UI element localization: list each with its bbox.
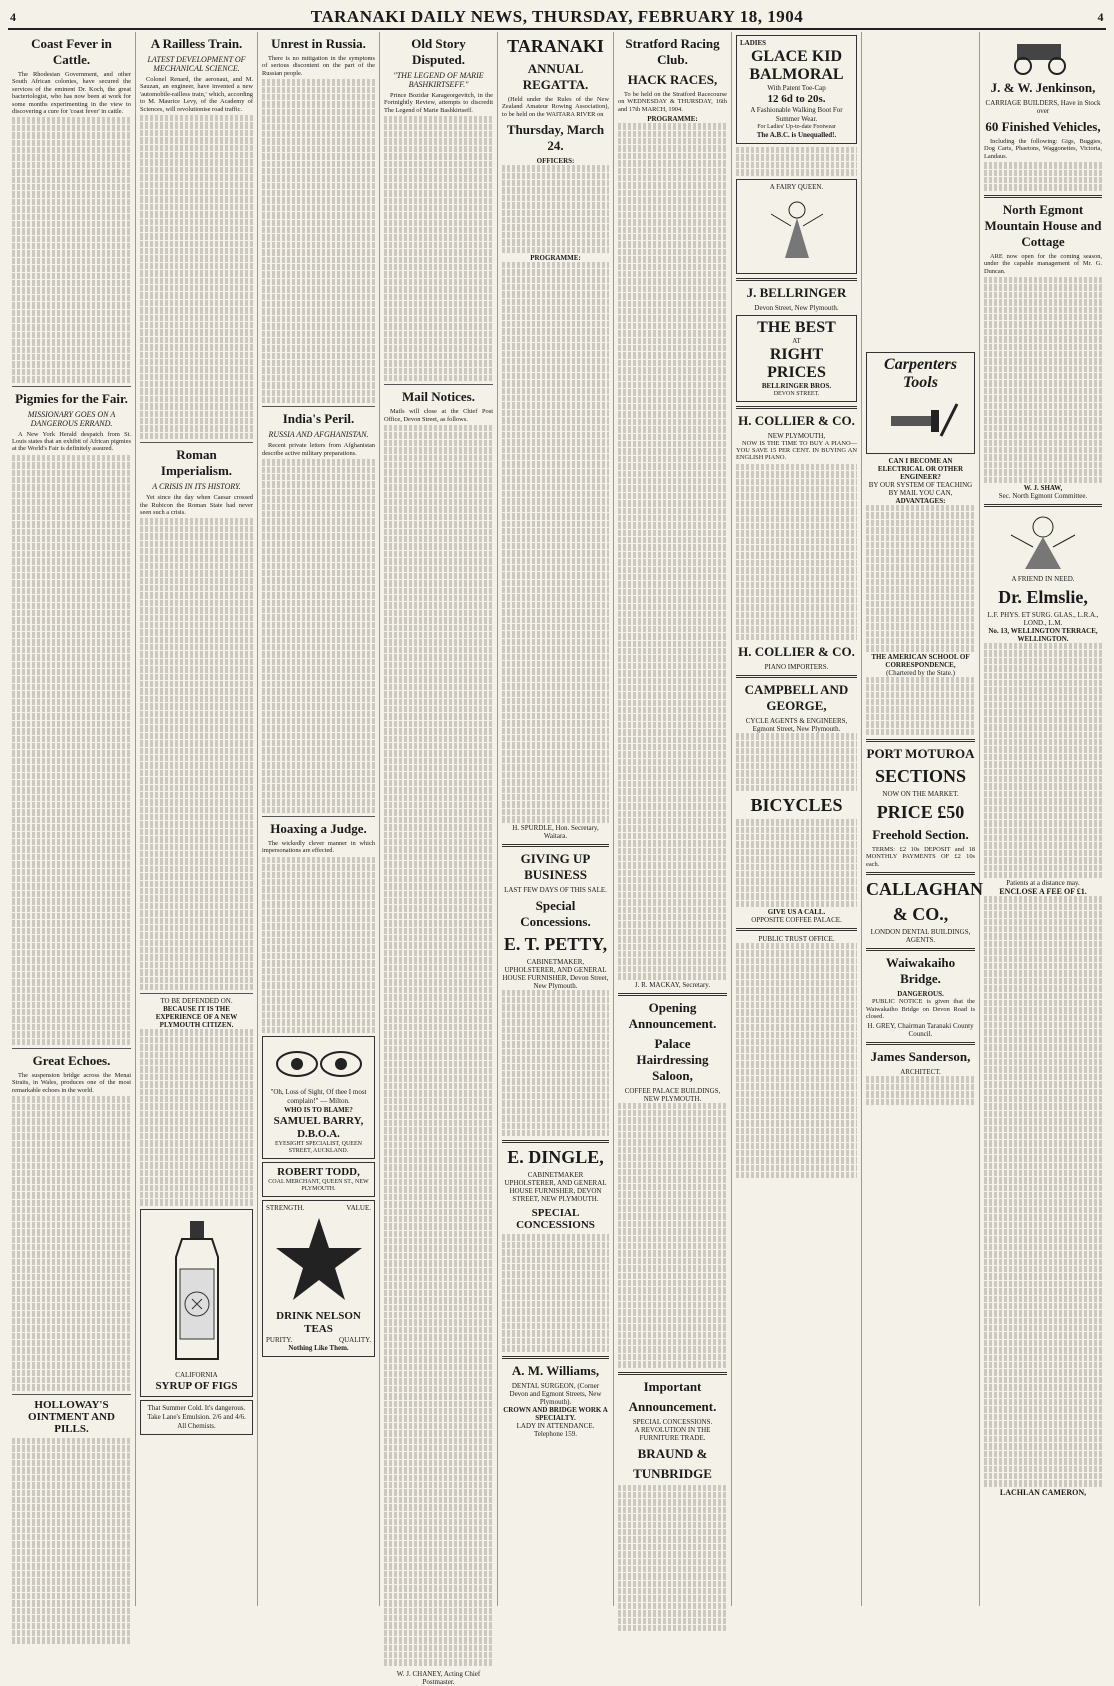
column-1: [8, 32, 136, 1606]
sections-heading: SECTIONS: [874, 765, 967, 786]
ad-defended-headline: BECAUSE IT IS THE EXPERIENCE OF A NEW PLYMOUTH CITIZEN.: [155, 1005, 238, 1030]
stratford-secretary: J. R. MACKAY, Secretary.: [634, 980, 711, 989]
special-concessions-2: SPECIAL CONCESSIONS: [516, 1207, 595, 1232]
headline-unrest-russia: Unrest in Russia.: [271, 36, 366, 51]
syrup-bottle-illustration: [152, 1217, 242, 1367]
eyes-illustration: [269, 1044, 369, 1084]
eyesight-ad: [262, 1036, 375, 1159]
lanes-emulsion-ad: [140, 1400, 253, 1435]
shaw-sub: Sec. North Egmont Committee.: [998, 491, 1088, 500]
electrical-engineer: CAN I BECOME AN ELECTRICAL OR OTHER ENGINEER?: [877, 457, 964, 481]
enclose-fee: ENCLOSE A FEE OF £1.: [999, 887, 1087, 897]
public-trust-office: PUBLIC TRUST OFFICE.: [758, 934, 835, 943]
palace-sub: COFFEE PALACE BUILDINGS, NEW PLYMOUTH.: [624, 1086, 721, 1103]
patients-distance: Patients at a distance may.: [1006, 879, 1080, 888]
bellringer-bros: BELLRINGER BROS.: [761, 381, 832, 390]
callaghan-co: & CO.,: [892, 904, 949, 925]
nelson-purity: PURITY.: [266, 1336, 293, 1345]
bicycles-heading: BICYCLES: [750, 795, 843, 816]
lady-attendance: LADY IN ATTENDANCE.: [516, 1421, 595, 1430]
robert-todd-name: ROBERT TODD,: [277, 1166, 360, 1179]
jenkinson-name: J. & W. Jenkinson,: [990, 80, 1096, 95]
article-mail-notices: Mails will close at the Chief Post Office, Devon Street, as follows.: [384, 408, 493, 423]
egmont-house: North Egmont Mountain House and Cottage: [984, 201, 1102, 249]
regatta-title: TARANAKI: [507, 36, 604, 56]
column-3: [258, 32, 380, 1606]
campbell-sub: CYCLE AGENTS & ENGINEERS, Egmont Street, New Plymouth.: [745, 717, 848, 734]
callaghan-name: CALLAGHAN: [866, 879, 984, 900]
callaghan-sub: LONDON DENTAL BUILDINGS, AGENTS.: [870, 928, 971, 945]
waiwakaiho-bridge: Waiwakaiho Bridge.: [885, 955, 956, 987]
column-5: [498, 32, 614, 1606]
article-old-story: Prince Bozidar Karageorgevitch, in the Fortnightly Review, attempts to discredit The Legend of Marie Bashkirtseff.: [384, 92, 493, 114]
nelson-tea-name: DRINK NELSON TEAS: [276, 1310, 361, 1336]
announcement-heading: Announcement.: [628, 1398, 717, 1414]
nelson-star-illustration: [274, 1216, 364, 1306]
bridge-notice: PUBLIC NOTICE is given that the Waiwakaiho Bridge on Devon Road is closed.: [866, 998, 975, 1020]
regatta-officers: OFFICERS:: [536, 157, 575, 166]
architect-label: ARCHITECT.: [900, 1068, 941, 1077]
headline-great-echoes: Great Echoes.: [32, 1052, 111, 1068]
headline-coast-fever: Coast Fever in Cattle.: [31, 36, 112, 67]
important-heading: Important: [643, 1378, 702, 1394]
article-coast-fever: The Rhodesian Government, and other South African colonies, have secured the services of the eminent Dr. Koch, the great bacteriologist, who has now been at work for some months experimenting in the view to discovering a cure for 'coast fever' in cattle.: [12, 71, 131, 116]
now-on-market: NOW ON THE MARKET.: [882, 789, 959, 798]
piano-importers: PIANO IMPORTERS.: [764, 663, 829, 672]
regatta-intro: (Held under the Rules of the New Zealand Amateur Rowing Association), to be held on the WAITARA RIVER on: [502, 96, 609, 118]
fairy-queen-caption: A FAIRY QUEEN.: [769, 182, 824, 191]
american-school: THE AMERICAN SCHOOL OF CORRESPONDENCE,: [871, 652, 970, 669]
hack-races: HACK RACES,: [627, 72, 718, 87]
jenkinson-sub: CARRIAGE BUILDERS, Have in Stock over: [985, 99, 1101, 115]
subhead-roman-imperialism: A CRISIS IN ITS HISTORY.: [152, 482, 241, 492]
walking-boot: A Fashionable Walking Boot For Summer Wear.: [750, 106, 843, 123]
e-dingle-name: E. DINGLE,: [507, 1147, 604, 1168]
article-great-echoes: The suspension bridge across the Menai Straits, in Wales, produces one of the most remarkable echoes in the world.: [12, 1071, 131, 1094]
headline-hoaxing-judge: Hoaxing a Judge.: [270, 820, 367, 836]
headline-indias-peril: India's Peril.: [282, 411, 355, 427]
regatta-date: Thursday, March 24.: [506, 122, 605, 154]
subhead-railless-train: LATEST DEVELOPMENT OF MECHANICAL SCIENCE.: [147, 55, 246, 73]
article-unrest-russia: There is no mitigation in the symptoms of serious discontent on the part of the Russian people.: [262, 55, 375, 77]
carpenters-tools: Carpenters Tools: [884, 356, 957, 391]
tunbridge-name: TUNBRIDGE: [633, 1465, 712, 1481]
eyesight-quote: "Oh, Loss of Sight, Of thee I most complain!" — Milton.: [270, 1088, 367, 1106]
robert-todd-sub: COAL MERCHANT, QUEEN ST., NEW PLYMOUTH.: [268, 1179, 369, 1193]
column-6: [614, 32, 732, 1606]
am-williams-sub: DENTAL SURGEON, (Corner Devon and Egmont Streets, New Plymouth).: [509, 1381, 602, 1406]
egmont-sub: ARE now open for the coming season, under the capable management of Mr. G. Duncan.: [984, 252, 1102, 275]
at-word: AT: [792, 336, 801, 345]
subhead-indias-peril: RUSSIA AND AFGHANISTAN.: [268, 430, 369, 440]
give-us-a-call: GIVE US A CALL.: [767, 907, 826, 916]
giving-up-business: GIVING UP BUSINESS: [520, 850, 591, 882]
collier-name: H. COLLIER & CO.: [738, 412, 855, 428]
shaw-name: W. J. SHAW,: [1023, 483, 1063, 492]
article-roman-imperialism: Yet since the day when Caesar crossed the Rubicon the Roman State had never seen such a crisis.: [140, 494, 253, 517]
postmaster-signature: W. J. CHANEY, Acting Chief Postmaster.: [396, 1669, 481, 1686]
regatta-programme: PROGRAMME:: [530, 253, 581, 262]
dangerous-label: DANGEROUS.: [897, 990, 944, 999]
headline-holloway: HOLLOWAY'S OINTMENT AND PILLS.: [28, 1398, 115, 1435]
special-concessions-3: SPECIAL CONCESSIONS.: [632, 1417, 713, 1426]
toe-cap: With Patent Toe-Cap: [767, 84, 826, 92]
regatta-title-b: ANNUAL REGATTA.: [522, 61, 589, 92]
headline-mail-notices: Mail Notices.: [402, 389, 475, 405]
special-concessions-heading: Special Concessions.: [520, 897, 591, 929]
stratford-racing-title: Stratford Racing Club.: [625, 36, 720, 67]
james-sanderson: James Sanderson,: [870, 1049, 971, 1065]
boot-price: 12 6d to 20s.: [767, 93, 826, 105]
crown-bridge: CROWN AND BRIDGE WORK A SPECIALTY.: [503, 1405, 608, 1422]
column-4: [380, 32, 498, 1686]
balmoral: BALMORAL: [749, 66, 844, 83]
up-to-date: For Ladies' Up-to-date Footwear: [757, 124, 836, 130]
bellringer-sub: Devon Street, New Plymouth.: [754, 303, 839, 312]
freehold-section: Freehold Section.: [872, 826, 969, 842]
article-pigmies: A New York Herald despatch from St. Louis states that an exhibit of African pigmies at the World's Fair is definitely assured.: [12, 430, 131, 453]
abc-unequalled: The A.B.C. is Unequalled!.: [756, 131, 837, 139]
subhead-pigmies: MISSIONARY GOES ON A DANGEROUS ERRAND.: [27, 409, 116, 428]
glace-kid-ad: [736, 35, 857, 144]
price-50: PRICE £50: [876, 801, 965, 822]
article-indias-peril: Recent private letters from Afghanistan describe active military preparations.: [262, 442, 375, 457]
column-7: [732, 32, 862, 1606]
e-dingle-sub: CABINETMAKER UPHOLSTERER, AND GENERAL HOUSE FURNISHER, DEVON STREET, NEW PLYMOUTH.: [504, 1171, 607, 1204]
friend-in-need: A FRIEND IN NEED.: [1011, 574, 1075, 583]
page-number-right: 4: [1097, 9, 1104, 24]
stratford-programme: PROGRAMME:: [647, 115, 698, 124]
carriage-illustration: [1003, 36, 1083, 76]
headline-roman-imperialism: Roman Imperialism.: [160, 447, 233, 479]
bellringer-bros-sub: DEVON STREET.: [773, 390, 820, 397]
grey-signature: H. GREY, Chairman Taranaki County Council.: [867, 1022, 974, 1039]
elmslie-address: No. 13, WELLINGTON TERRACE, WELLINGTON.: [988, 626, 1098, 643]
best-prices-ad: [736, 315, 857, 402]
teaching-by-mail: BY OUR SYSTEM OF TEACHING BY MAIL YOU CAN,: [868, 481, 973, 497]
page-number-left: 4: [10, 9, 17, 24]
nelson-nothing-like: Nothing Like Them.: [288, 1344, 349, 1353]
finished-vehicles: 60 Finished Vehicles,: [985, 119, 1101, 134]
the-best: THE BEST: [757, 318, 836, 336]
column-9: [980, 32, 1106, 1606]
advantages: ADVANTAGES:: [895, 497, 946, 505]
samuel-barry-address: EYESIGHT SPECIALIST, QUEEN STREET, AUCKLAND.: [275, 1141, 362, 1155]
piano-text: NOW IS THE TIME TO BUY A PIANO—YOU SAVE 15 PER CENT. IN BUYING AN ENGLISH PIANO.: [736, 439, 857, 462]
column-2: [136, 32, 258, 1606]
page-columns: [8, 32, 1106, 1686]
opening-announcement: Opening Announcement.: [628, 999, 717, 1031]
column-8: [862, 32, 984, 1606]
palace-hairdressing: Palace Hairdressing Saloon,: [636, 1035, 709, 1083]
stratford-intro: To be held on the Stratford Racecourse on WEDNESDAY & THURSDAY, 16th and 17th MARCH, 1904.: [618, 91, 727, 113]
nelson-value: VALUE.: [346, 1204, 371, 1213]
robert-todd-ad: [262, 1162, 375, 1197]
syrup-of-figs-ad: [140, 1209, 253, 1397]
terms-text: TERMS: £2 10s DEPOSIT and 18 MONTHLY PAYMENTS OF £2 10s each.: [866, 845, 975, 868]
fairy-queen-ad: [736, 179, 857, 274]
lanes-emulsion-text: That Summer Cold. It's dangerous. Take Lane's Emulsion. 2/6 and 4/6. All Chemists.: [147, 1403, 246, 1430]
port-moturoa: PORT MOTUROA: [866, 745, 975, 761]
american-school-sub: (Chartered by the State.): [886, 668, 955, 677]
am-williams-name: A. M. Williams,: [511, 1362, 600, 1378]
ad-defended-line: TO BE DEFENDED ON.: [160, 997, 233, 1006]
revolution-furniture: A REVOLUTION IN THE FURNITURE TRADE.: [634, 1425, 711, 1442]
collier-sub: NEW PLYMOUTH,: [767, 431, 826, 440]
carpenters-tools-ad: [866, 352, 975, 454]
samuel-barry: SAMUEL BARRY, D.B.O.A.: [273, 1115, 364, 1141]
friend-in-need-illustration: [1003, 511, 1083, 571]
masthead-title: TARANAKI DAILY NEWS, THURSDAY, FEBRUARY 18, 1904: [310, 7, 804, 26]
headline-old-story: Old Story Disputed.: [411, 36, 466, 67]
tools-illustration: [881, 396, 961, 446]
vehicles-included: Including the following: Gigs, Buggies, Dog Carts, Phaetons, Waggonettes, Victoria, Landaus.: [984, 138, 1102, 160]
headline-pigmies: Pigmies for the Fair.: [15, 390, 128, 406]
braund-name: BRAUND &: [637, 1445, 708, 1461]
lachlan-cameron: LACHLAN CAMERON,: [999, 1487, 1087, 1497]
et-petty-sub: CABINETMAKER, UPHOLSTERER, AND GENERAL HOUSE FURNISHER, Devon Street, New Plymouth.: [502, 957, 609, 990]
regatta-secretary: H. SPURDLE, Hon. Secretary, Waitara.: [512, 823, 599, 840]
article-railless-train: Colonel Renard, the aeronaut, and M. Sauzan, an engineer, have invented a new 'automobile-railless train,' which, according to M. Maurice Levy, of the Academy of Sciences, will revolutionise road traffic.: [140, 76, 253, 113]
fairy-illustration: [767, 196, 827, 266]
opposite-coffee: OPPOSITE COFFEE PALACE.: [751, 915, 842, 924]
giving-up-sub: LAST FEW DAYS OF THIS SALE.: [504, 885, 607, 894]
bellringer-name: J. BELLRINGER: [746, 284, 847, 300]
et-petty-name: E. T. PETTY,: [503, 933, 608, 954]
campbell-george: CAMPBELL AND GEORGE,: [744, 682, 849, 714]
nelson-tea-ad: [262, 1200, 375, 1357]
syrup-top: CALIFORNIA: [175, 1370, 218, 1379]
nelson-quality: QUALITY.: [339, 1336, 371, 1345]
article-hoaxing-judge: The wickedly clever manner in which impersonations are effected.: [262, 839, 375, 855]
nelson-strength: STRENGTH.: [266, 1204, 305, 1213]
syrup-name: SYRUP OF FIGS: [155, 1379, 238, 1392]
glace-kid: GLACE KID: [750, 48, 843, 65]
ladies-label: LADIES: [740, 39, 767, 47]
headline-railless-train: A Railless Train.: [150, 36, 243, 51]
subhead-old-story: "THE LEGEND OF MARIE BASHKIRTSEFF.": [393, 71, 484, 89]
masthead: [8, 6, 1106, 30]
who-to-blame: WHO IS TO BLAME?: [284, 1106, 353, 1115]
telephone-number: Telephone 159.: [533, 1429, 578, 1438]
right-prices: RIGHT PRICES: [767, 345, 826, 381]
collier-name-2: H. COLLIER & CO.: [738, 644, 855, 660]
dr-elmslie: Dr. Elmslie,: [998, 586, 1088, 607]
elmslie-credentials: L.F. PHYS. ET SURG. GLAS., L.R.A., LOND., L.M.: [987, 610, 1099, 627]
